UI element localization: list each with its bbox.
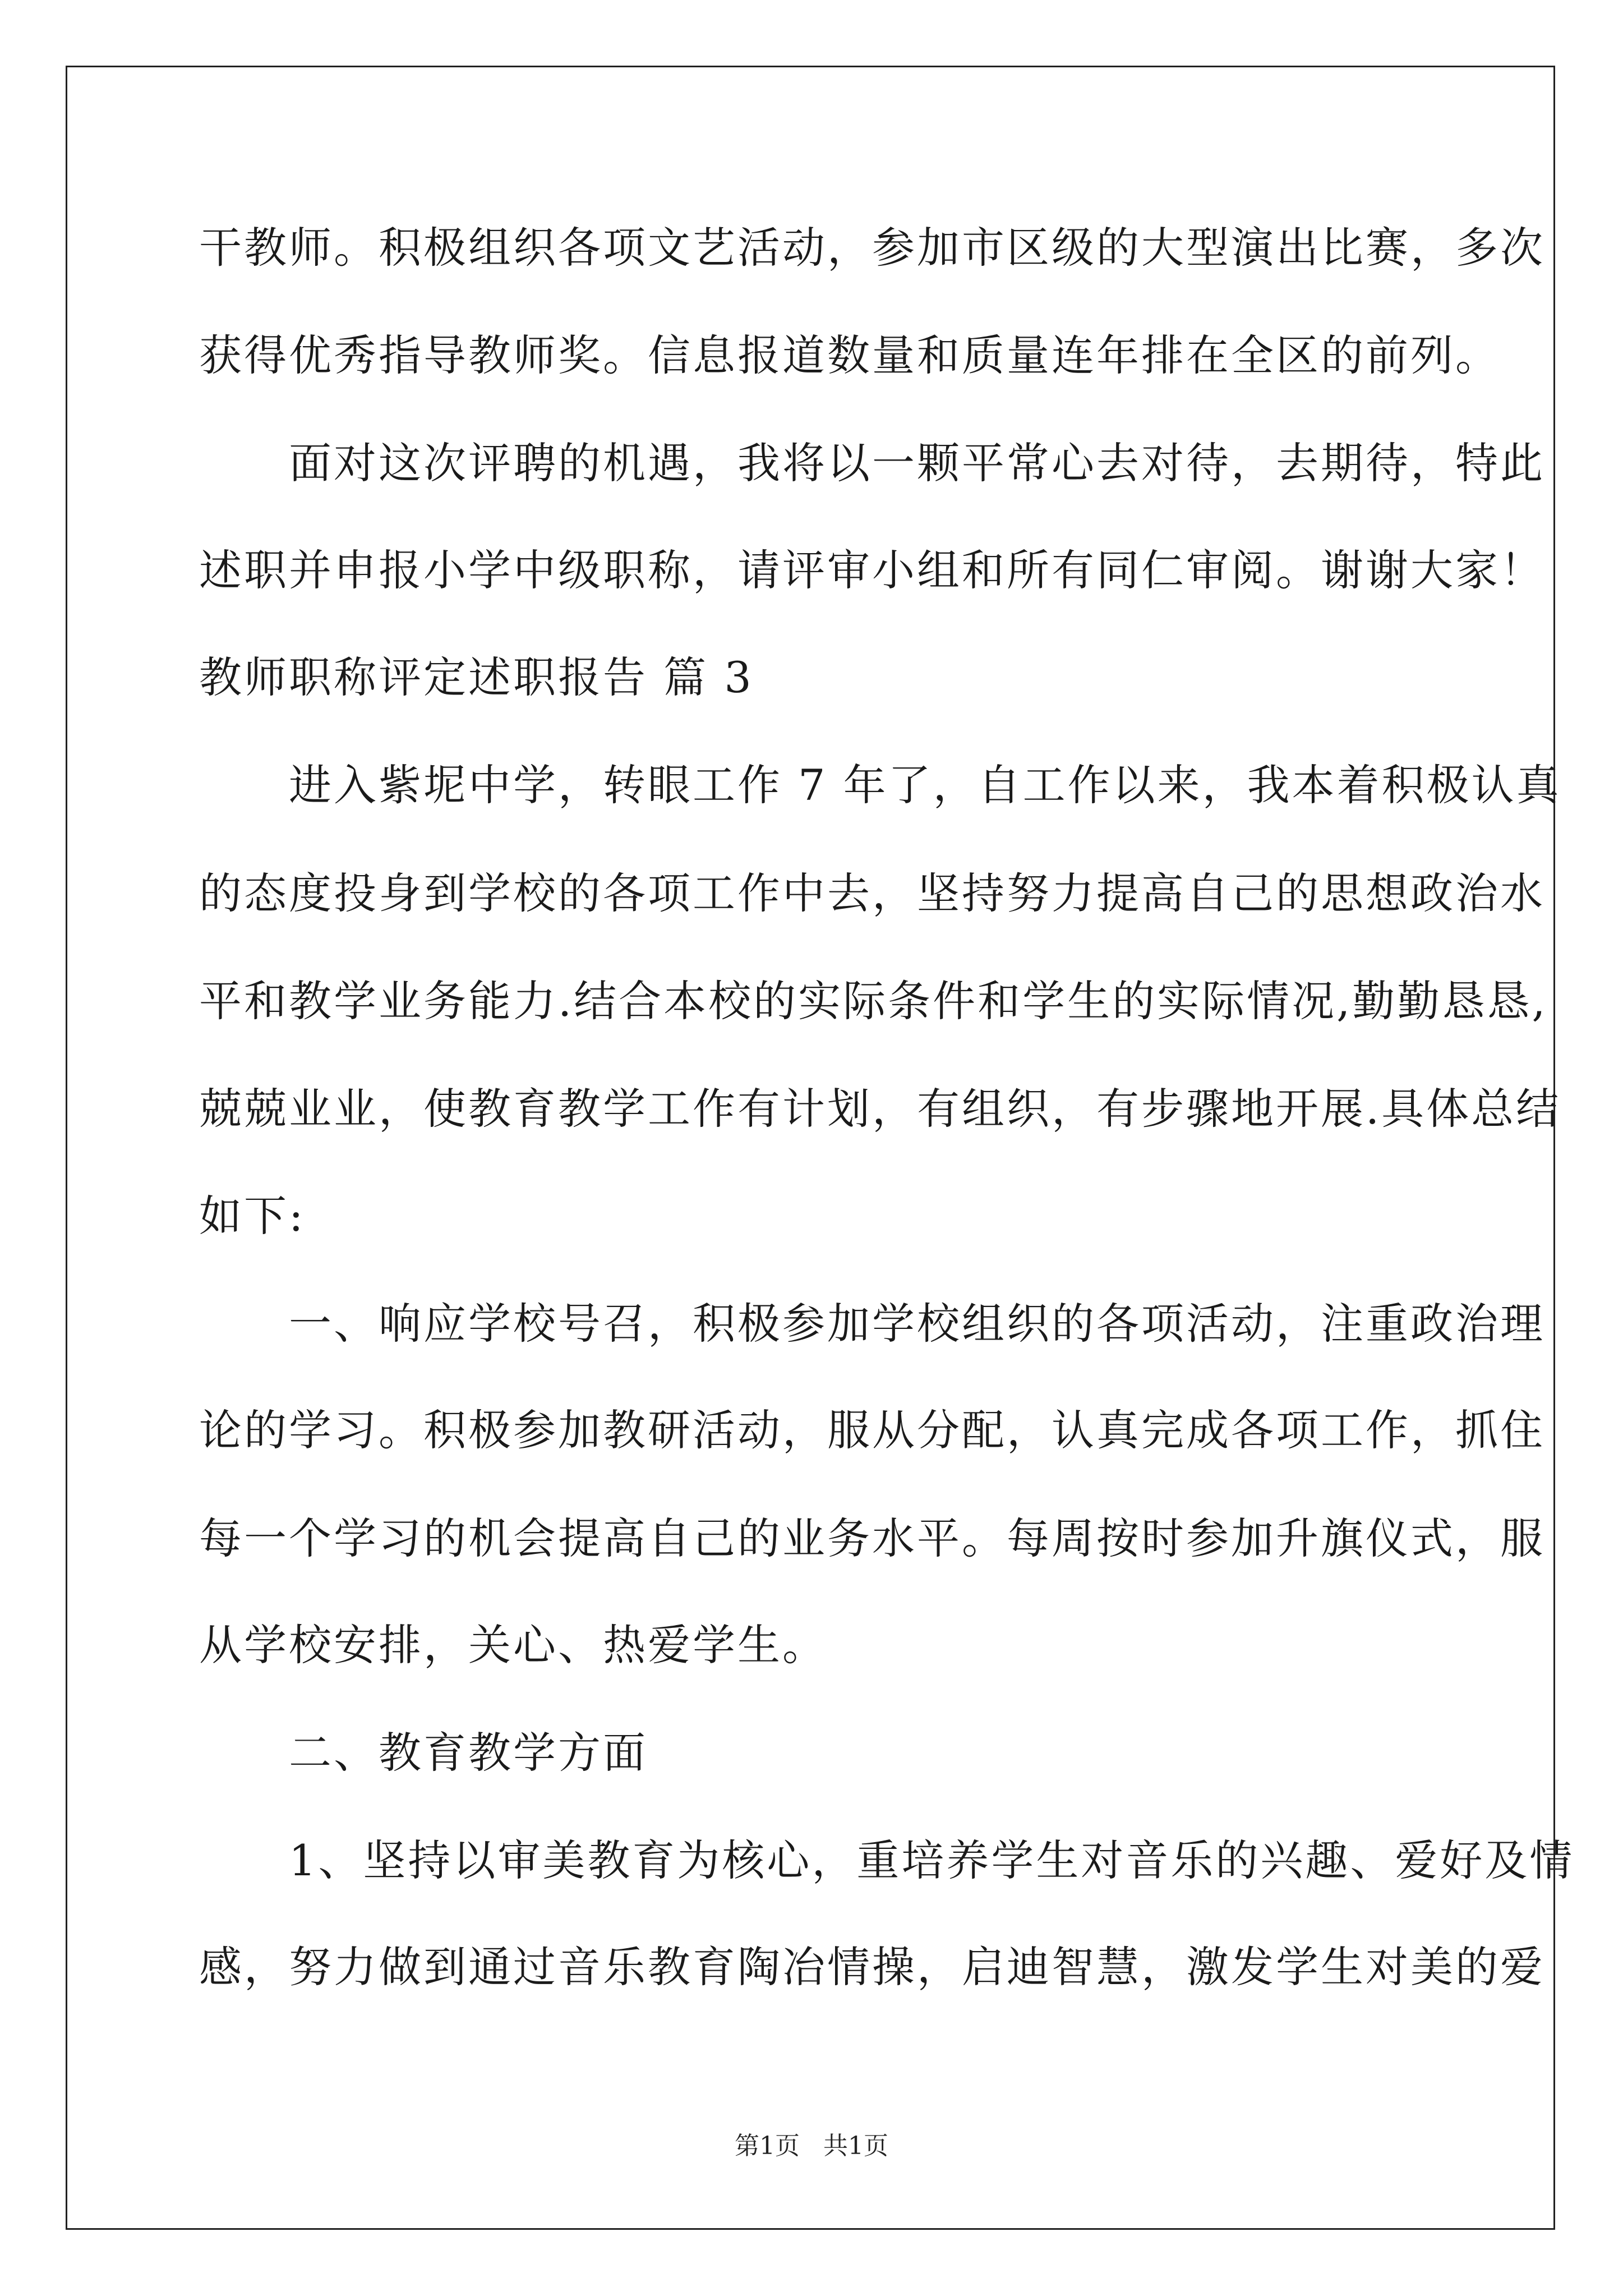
text-line-16: 1、坚持以审美教育为核心，重培养学生对音乐的兴趣、爱好及情 (199, 1835, 1575, 1885)
text-line-1: 干教师。积极组织各项文艺活动，参加市区级的大型演出比赛，多次 (199, 223, 1545, 273)
text-line-14: 从学校安排，关心、热爱学生。 (199, 1620, 827, 1670)
text-line-2: 获得优秀指导教师奖。信息报道数量和质量连年排在全区的前列。 (199, 330, 1500, 380)
text-line-4: 述职并申报小学中级职称，请评审小组和所有同仁审阅。谢谢大家！ (199, 545, 1545, 595)
text-line-13: 每一个学习的机会提高自己的业务水平。每周按时参加升旗仪式，服 (199, 1513, 1545, 1563)
text-line-3: 面对这次评聘的机遇，我将以一颗平常心去对待，去期待，特此 (199, 438, 1545, 488)
text-line-10: 如下: (199, 1191, 306, 1241)
text-line-6: 进入紫坭中学，转眼工作 7 年了，自工作以来，我本着积极认真 (199, 760, 1561, 810)
text-line-15: 二、教育教学方面 (199, 1728, 648, 1778)
text-line-17: 感，努力做到通过音乐教育陶冶情操，启迪智慧，激发学生对美的爱 (199, 1942, 1545, 1992)
text-line-8: 平和教学业务能力.结合本校的实际条件和学生的实际情况,勤勤恳恳, (199, 976, 1548, 1026)
text-line-11: 一、响应学校号召，积极参加学校组织的各项活动，注重政治理 (199, 1299, 1545, 1349)
section-heading: 教师职称评定述职报告 篇 3 (199, 652, 754, 702)
text-line-12: 论的学习。积极参加教研活动，服从分配，认真完成各项工作，抓住 (199, 1405, 1545, 1455)
text-line-7: 的态度投身到学校的各项工作中去，坚持努力提高自己的思想政治水 (199, 868, 1545, 918)
page-footer: 第1页 共1页 (735, 2132, 888, 2160)
page-border (66, 66, 1575, 2230)
text-line-9: 兢兢业业，使教育教学工作有计划，有组织，有步骤地开展.具体总结 (199, 1084, 1561, 1134)
